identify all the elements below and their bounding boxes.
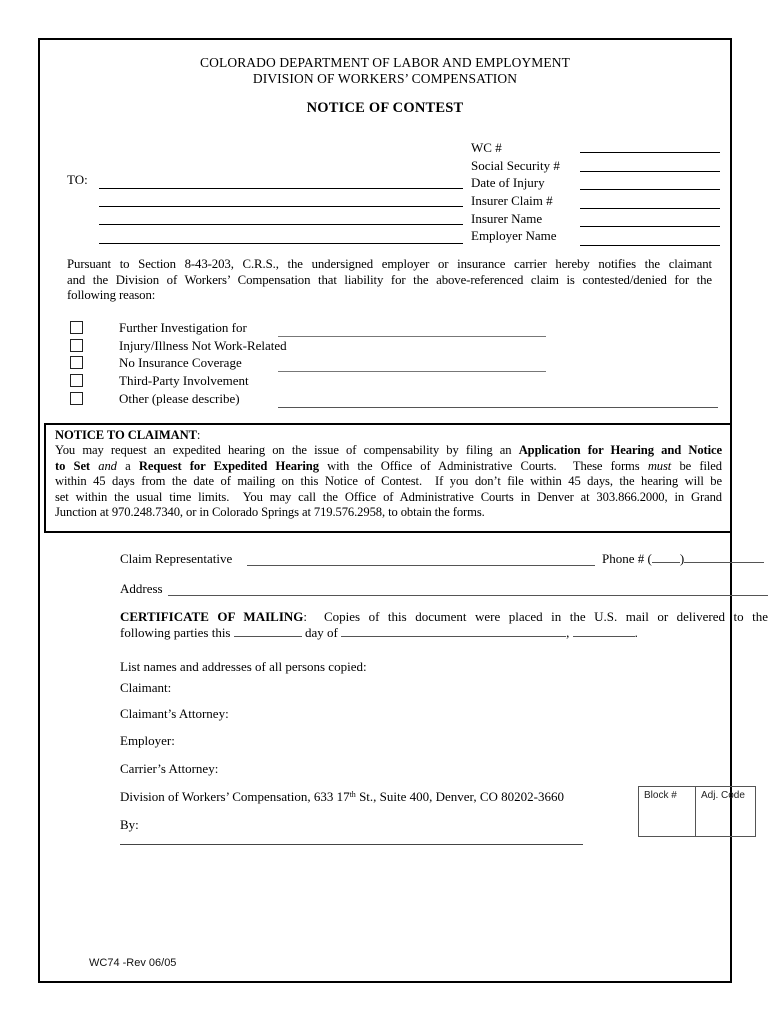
line-employer-name[interactable] xyxy=(580,245,720,246)
certificate-of-mailing xyxy=(120,609,768,641)
line-wc-number[interactable] xyxy=(580,152,720,153)
fill-in-blank[interactable] xyxy=(341,625,566,637)
intro-line-3: following reason: xyxy=(67,288,156,303)
by-label: By: xyxy=(120,817,139,832)
reason-line-further-investigation[interactable] xyxy=(278,336,546,337)
reason-row-third-party xyxy=(70,373,249,388)
line-insurer-name[interactable] xyxy=(580,226,720,227)
fill-in-blank[interactable] xyxy=(652,551,680,563)
to-line-2[interactable] xyxy=(99,206,463,207)
intro-line-2: and the Division of Workers’ Compensation that liability for the above-referenced claim is contested/denied for the xyxy=(67,272,712,287)
address-line[interactable] xyxy=(168,595,768,596)
to-label: TO: xyxy=(67,172,88,187)
form-title: NOTICE OF CONTEST xyxy=(306,100,464,116)
label-insurer-claim: Insurer Claim # xyxy=(471,193,553,208)
label-wc-number: WC # xyxy=(471,140,502,155)
to-line-4[interactable] xyxy=(99,243,463,244)
reason-line-no-insurance[interactable] xyxy=(278,371,546,372)
notice-heading: NOTICE TO CLAIMANT: xyxy=(55,428,201,442)
adj-code-label: Adj. Code xyxy=(701,790,745,801)
reason-label-other: Other (please describe) xyxy=(119,390,240,406)
label-employer-name: Employer Name xyxy=(471,228,557,243)
copied-item-claimant: Claimant: xyxy=(120,680,172,695)
certificate-line-2: following parties this day of , . xyxy=(120,624,638,640)
footer-form-number: WC74 -Rev 06/05 xyxy=(89,957,177,969)
certificate-line-1: CERTIFICATE OF MAILING: Copies of this document were placed in the U.S. mail or delivered to the xyxy=(120,609,768,624)
reason-label-injury-not-work-related: Injury/Illness Not Work-Related xyxy=(119,337,287,353)
checkbox-third-party[interactable] xyxy=(70,374,83,387)
copied-item-employer: Employer: xyxy=(120,733,175,748)
adj-code-cell[interactable] xyxy=(696,787,755,836)
fill-in-blank[interactable] xyxy=(684,551,764,563)
signature-line[interactable] xyxy=(120,844,583,845)
reason-row-further-investigation xyxy=(70,320,247,335)
reason-label-further-investigation: Further Investigation for xyxy=(119,319,247,335)
block-adj-code-box xyxy=(638,786,756,837)
checkbox-other[interactable] xyxy=(70,392,83,405)
claim-representative-line[interactable] xyxy=(247,565,595,566)
label-date-of-injury: Date of Injury xyxy=(471,175,545,190)
checkbox-further-investigation[interactable] xyxy=(70,321,83,334)
notice-body-line-5: Junction at 970.248.7340, or in Colorado Springs at 719.576.2958, to obtain the forms. xyxy=(55,505,485,520)
notice-body-line-2: to Set and a Request for Expedited Hearing with the Office of Administrative Courts. These forms must be filed xyxy=(55,458,722,473)
label-social-security: Social Security # xyxy=(471,158,560,173)
header-department-line1: COLORADO DEPARTMENT OF LABOR AND EMPLOYMENT xyxy=(200,55,570,70)
fill-in-blank[interactable] xyxy=(234,625,302,637)
phone-field: Phone # ( ) xyxy=(602,551,764,567)
block-number-label: Block # xyxy=(644,790,677,801)
reason-label-third-party: Third-Party Involvement xyxy=(119,372,249,388)
fill-in-blank[interactable] xyxy=(573,625,635,637)
intro-paragraph xyxy=(67,257,712,304)
notice-to-claimant-box xyxy=(44,423,732,533)
reason-row-injury-not-work-related xyxy=(70,338,287,353)
copied-item-claimants-attorney: Claimant’s Attorney: xyxy=(120,706,229,721)
claim-representative-label: Claim Representative xyxy=(120,551,233,566)
copied-list-heading: List names and addresses of all persons copied: xyxy=(120,659,367,674)
notice-body-line-3: within 45 days from the date of mailing on this Notice of Contest. If you don’t file within 45 days, the hearing will be xyxy=(55,474,722,489)
to-line-3[interactable] xyxy=(99,224,463,225)
line-date-of-injury[interactable] xyxy=(580,189,720,190)
copied-item-carriers-attorney: Carrier’s Attorney: xyxy=(120,761,219,776)
notice-body-line-4: set within the usual time limits. You may call the Office of Administrative Courts in Denver at 303.866.2000, in Grand xyxy=(55,489,722,504)
intro-line-1: Pursuant to Section 8-43-203, C.R.S., the undersigned employer or insurance carrier hereby notifies the claimant xyxy=(67,257,712,271)
block-number-cell[interactable] xyxy=(639,787,696,836)
reason-row-other xyxy=(70,391,240,406)
reason-row-no-insurance xyxy=(70,355,242,370)
header-department-line2: DIVISION OF WORKERS’ COMPENSATION xyxy=(252,71,518,86)
checkbox-no-insurance[interactable] xyxy=(70,356,83,369)
reason-line-other[interactable] xyxy=(278,407,718,408)
notice-body-line-1: You may request an expedited hearing on the issue of compensability by filing an Application for Hearing and Notice xyxy=(55,443,722,458)
checkbox-injury-not-work-related[interactable] xyxy=(70,339,83,352)
line-social-security[interactable] xyxy=(580,171,720,172)
to-line-1[interactable] xyxy=(99,188,463,189)
line-insurer-claim[interactable] xyxy=(580,208,720,209)
division-address-line: Division of Workers’ Compensation, 633 17th St., Suite 400, Denver, CO 80202-3660 xyxy=(120,789,565,804)
address-label: Address xyxy=(120,581,163,596)
label-insurer-name: Insurer Name xyxy=(471,211,543,226)
reason-label-no-insurance: No Insurance Coverage xyxy=(119,354,242,370)
